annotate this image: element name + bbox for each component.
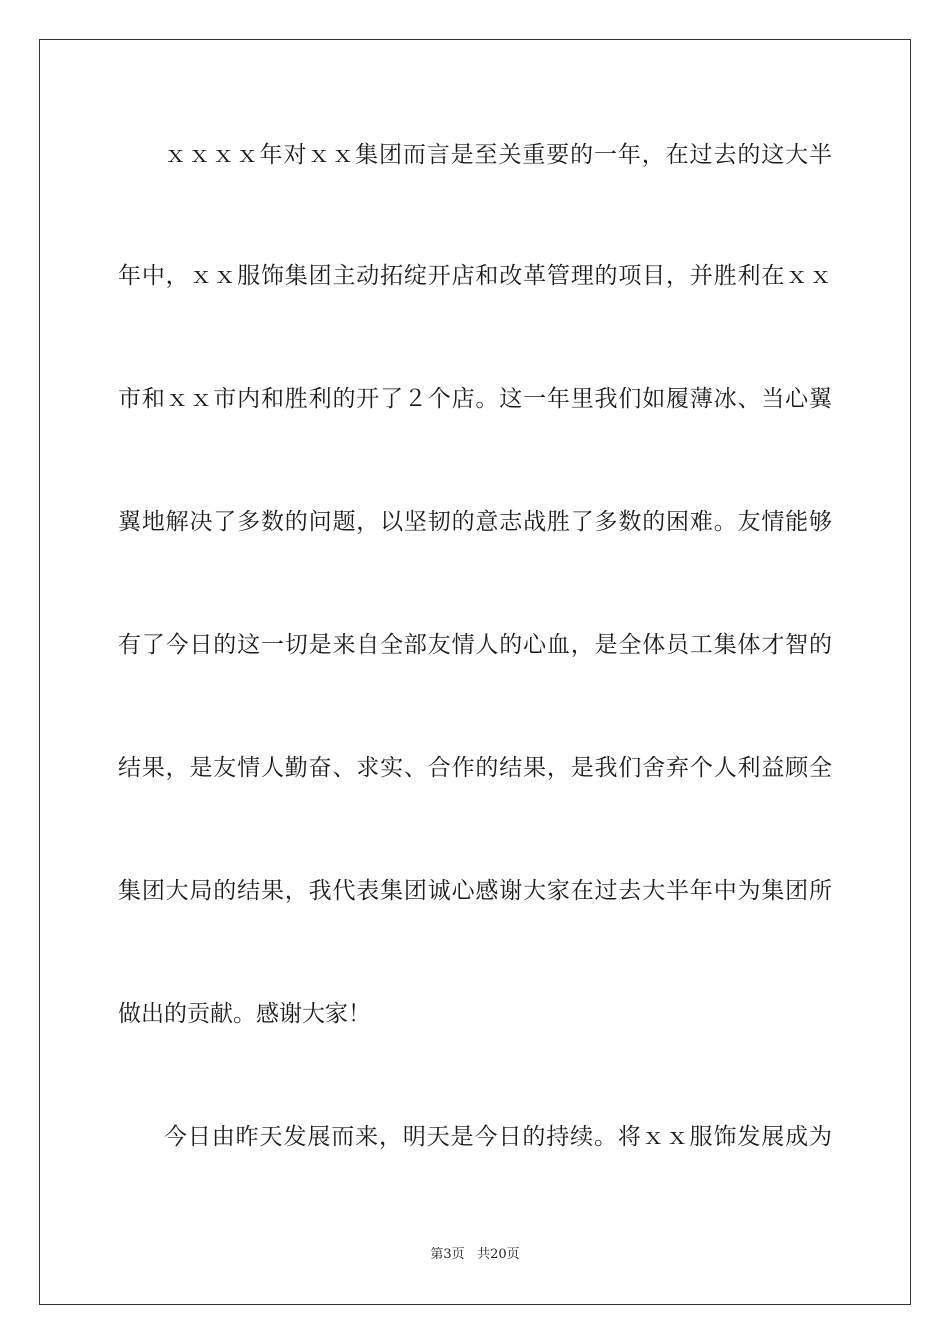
paragraph-line: 今日由昨天发展而来，明天是今日的持续。将ｘｘ服饰发展成为: [164, 1124, 832, 1150]
paragraph-line: 翼地解决了多数的问题，以坚韧的意志战胜了多数的困难。友情能够: [118, 509, 832, 535]
page-border: [39, 39, 911, 1305]
page-total: 共20页: [477, 1247, 520, 1262]
paragraph-line: 做出的贡献。感谢大家！: [118, 1001, 371, 1027]
paragraph-line: 集团大局的结果，我代表集团诚心感谢大家在过去大半年中为集团所: [118, 878, 832, 904]
paragraph-line: 有了今日的这一切是来自全部友情人的心血，是全体员工集体才智的: [118, 632, 832, 658]
paragraph-line: 年中，ｘｘ服饰集团主动拓绽开店和改革管理的项目，并胜利在ｘｘ: [118, 263, 832, 289]
page-number: 第3页: [430, 1247, 465, 1262]
paragraph-line: ｘｘｘｘ年对ｘｘ集团而言是至关重要的一年，在过去的这大半: [164, 142, 832, 168]
paragraph-line: 市和ｘｘ市内和胜利的开了２个店。这一年里我们如履薄冰、当心翼: [118, 386, 832, 412]
page-footer: [0, 1246, 950, 1264]
paragraph-line: 结果，是友情人勤奋、求实、合作的结果，是我们舍弃个人利益顾全: [118, 755, 832, 781]
